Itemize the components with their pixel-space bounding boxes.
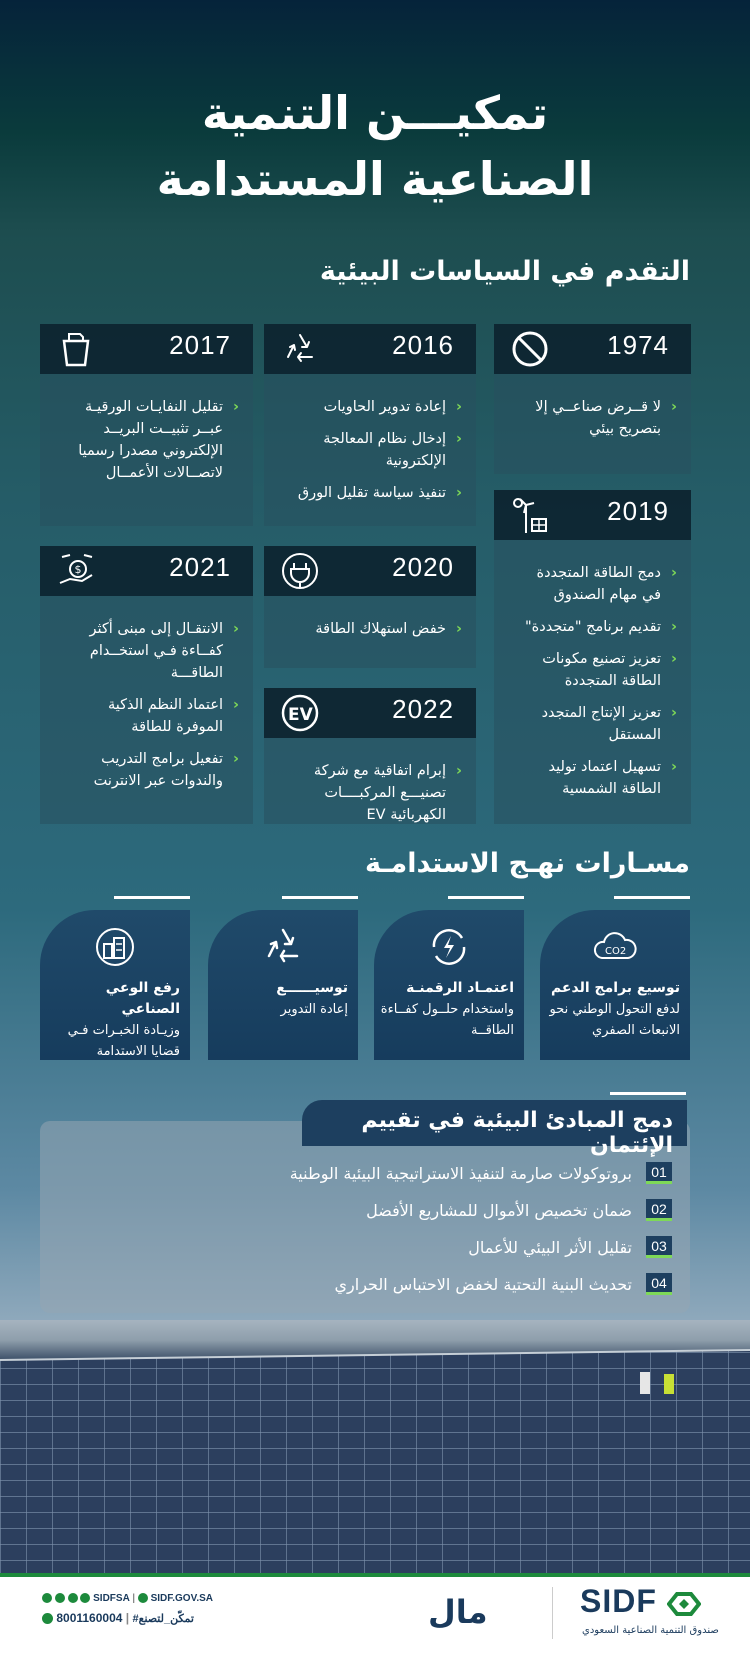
card-year: 2016 bbox=[392, 330, 454, 360]
paper-bin-icon bbox=[56, 329, 96, 369]
card-item: ‹ اعتماد النظم الذكية الموفرة للطاقة bbox=[60, 694, 239, 738]
social-row: SIDFSA | SIDF.GOV.SA bbox=[42, 1593, 213, 1604]
item-number: 03 bbox=[646, 1236, 672, 1258]
website-link[interactable]: SIDF.GOV.SA bbox=[150, 1593, 214, 1604]
page-title bbox=[0, 82, 750, 210]
credit-heading: دمج المبادئ البيئية في تقييم الإئتمان bbox=[302, 1100, 687, 1146]
item-number: 01 bbox=[646, 1162, 672, 1184]
facebook-icon[interactable] bbox=[68, 1593, 78, 1603]
item-number: 04 bbox=[646, 1273, 672, 1295]
policy-card-2022 bbox=[264, 688, 476, 824]
paths-heading: مسـارات نهـج الاستدامـة bbox=[364, 848, 690, 879]
path-text bbox=[46, 978, 180, 1062]
credit-item bbox=[366, 1199, 672, 1221]
card-header bbox=[40, 546, 253, 596]
svg-text:$: $ bbox=[74, 563, 82, 576]
policy-card-2017 bbox=[40, 324, 253, 526]
card-item: ‹ تعزيز الإنتاج المتجدد المستقل bbox=[514, 702, 677, 746]
co2-cloud-icon bbox=[592, 924, 638, 970]
card-header bbox=[40, 324, 253, 374]
card-header bbox=[494, 324, 691, 374]
sidf-logo-mark bbox=[667, 1591, 701, 1617]
org-name: صندوق التنمية الصناعية السعودي bbox=[582, 1625, 719, 1636]
path-card-support bbox=[540, 910, 690, 1060]
card-items bbox=[264, 738, 476, 846]
youtube-icon[interactable] bbox=[80, 1593, 90, 1603]
item-number: 02 bbox=[646, 1199, 672, 1221]
path-title: اعتمـاد الرقمنـة bbox=[406, 980, 514, 996]
item-text: بروتوكولات صارمة لتنفيذ الاستراتيجية البيئية الوطنية bbox=[289, 1163, 632, 1183]
path-body: وزيـادة الخبـرات فـي قضايا الاستدامة bbox=[67, 1023, 180, 1059]
card-year: 2022 bbox=[392, 694, 454, 724]
solar-panels-graphic bbox=[0, 1320, 750, 1573]
solar-field-photo bbox=[0, 1320, 750, 1573]
recycle-icon bbox=[280, 329, 320, 369]
item-text: تقليل الأثر البيئي للأعمال bbox=[468, 1237, 632, 1257]
path-body: لدفع التحول الوطني نحو الانبعاث الصفري bbox=[549, 1002, 680, 1038]
policy-card-2016 bbox=[264, 324, 476, 526]
card-item: ‹ لا قــرض صناعــي إلا بتصريح بيئي bbox=[514, 396, 677, 440]
policy-card-2019 bbox=[494, 490, 691, 824]
divider bbox=[114, 896, 190, 899]
card-item: ‹ تعزيز تصنيع مكونات الطاقة المتجددة bbox=[514, 648, 677, 692]
instagram-icon[interactable] bbox=[55, 1593, 65, 1603]
credit-item bbox=[468, 1236, 672, 1258]
card-item: ‹ تقليل النفايـات الورقيـة عبــر تثبيــت البريــد الإلكتروني مصدرا رسميا لاتصــالات الأعمــال bbox=[60, 396, 239, 484]
path-text bbox=[380, 978, 514, 1041]
card-item: ‹ تقديم برنامج "متجددة" bbox=[514, 616, 677, 638]
sidf-logo bbox=[580, 1583, 701, 1620]
recycle-icon bbox=[260, 924, 306, 970]
globe-icon bbox=[138, 1593, 148, 1603]
card-header bbox=[264, 324, 476, 374]
credit-item bbox=[335, 1273, 672, 1295]
path-body: واستخدام حلــول كفــاءة الطاقــة bbox=[380, 1002, 514, 1038]
card-item: ‹ تنفيذ سياسة تقليل الورق bbox=[284, 482, 462, 504]
card-items bbox=[40, 374, 253, 504]
card-items bbox=[494, 374, 691, 460]
footer bbox=[0, 1573, 750, 1653]
card-items bbox=[264, 596, 476, 660]
policy-card-2021 bbox=[40, 546, 253, 824]
card-year: 2021 bbox=[169, 552, 231, 582]
eco-factory-icon bbox=[92, 924, 138, 970]
title-line-2: الصناعية المستدامة bbox=[156, 152, 594, 206]
divider bbox=[610, 1092, 686, 1095]
contact-row: 8001160004 | #تمكّن_لتصنع bbox=[42, 1611, 194, 1625]
prohibited-icon bbox=[510, 329, 550, 369]
path-card-recycling bbox=[208, 910, 358, 1060]
path-card-awareness bbox=[40, 910, 190, 1060]
energy-cycle-icon bbox=[426, 924, 472, 970]
card-year: 2020 bbox=[392, 552, 454, 582]
card-item: ‹ إدخال نظام المعالجة الإلكترونية bbox=[284, 428, 462, 472]
title-line-1: تمكيـــن التنمية bbox=[201, 86, 549, 140]
card-item: ‹ خفض استهلاك الطاقة bbox=[284, 618, 462, 640]
policies-heading: التقدم في السياسات البيئية bbox=[319, 256, 690, 287]
card-items bbox=[264, 374, 476, 524]
credit-item bbox=[290, 1162, 672, 1184]
card-header bbox=[264, 546, 476, 596]
renewable-energy-icon bbox=[510, 495, 550, 535]
path-text bbox=[214, 978, 348, 1020]
hashtag: #تمكّن_لتصنع bbox=[132, 1613, 194, 1625]
card-item: ‹ تسهيل اعتماد توليد الطاقة الشمسية bbox=[514, 756, 677, 800]
card-header bbox=[264, 688, 476, 738]
divider bbox=[448, 896, 524, 899]
footer-divider bbox=[552, 1587, 553, 1639]
policy-card-1974 bbox=[494, 324, 691, 474]
path-body: إعادة التدوير bbox=[280, 1002, 348, 1017]
card-item: ‹ إبرام اتفاقية مع شركة تصنيـــع المركبــــات الكهربائية EV bbox=[284, 760, 462, 826]
svg-text:EV: EV bbox=[288, 705, 313, 725]
path-title: توسيــــــع bbox=[276, 980, 348, 996]
path-text bbox=[546, 978, 680, 1041]
mal-logo: مال bbox=[428, 1593, 488, 1631]
card-year: 2017 bbox=[169, 330, 231, 360]
path-title: توسيع برامج الدعم bbox=[550, 980, 680, 996]
card-item: ‹ دمج الطاقة المتجددة في مهام الصندوق bbox=[514, 562, 677, 606]
card-header bbox=[494, 490, 691, 540]
svg-text:CO2: CO2 bbox=[605, 946, 627, 957]
sidf-logo-text: SIDF bbox=[580, 1583, 657, 1619]
card-year: 2019 bbox=[607, 496, 669, 526]
divider bbox=[282, 896, 358, 899]
card-item: ‹ إعادة تدوير الحاويات bbox=[284, 396, 462, 418]
policy-card-2020 bbox=[264, 546, 476, 668]
hand-money-icon bbox=[56, 551, 96, 591]
path-title: رفع الوعي الصناعي bbox=[105, 980, 180, 1017]
card-item: ‹ الانتقـال إلى مبنى أكثر كفــاءة فـي استخــدام الطاقـــة bbox=[60, 618, 239, 684]
card-items bbox=[40, 596, 253, 812]
plug-icon bbox=[280, 551, 320, 591]
twitter-icon[interactable] bbox=[42, 1593, 52, 1603]
card-items bbox=[494, 540, 691, 820]
ev-icon bbox=[280, 693, 320, 733]
social-handle[interactable]: SIDFSA bbox=[93, 1593, 130, 1604]
divider bbox=[614, 896, 690, 899]
card-year: 1974 bbox=[607, 330, 669, 360]
phone-number[interactable]: 8001160004 bbox=[56, 1611, 123, 1625]
path-card-digital bbox=[374, 910, 524, 1060]
card-item: ‹ تفعيل برامج التدريب والندوات عبر الانترنت bbox=[60, 748, 239, 792]
phone-icon bbox=[42, 1613, 53, 1624]
item-text: ضمان تخصيص الأموال للمشاريع الأفضل bbox=[366, 1200, 632, 1220]
item-text: تحديث البنية التحتية لخفض الاحتباس الحراري bbox=[334, 1274, 632, 1294]
